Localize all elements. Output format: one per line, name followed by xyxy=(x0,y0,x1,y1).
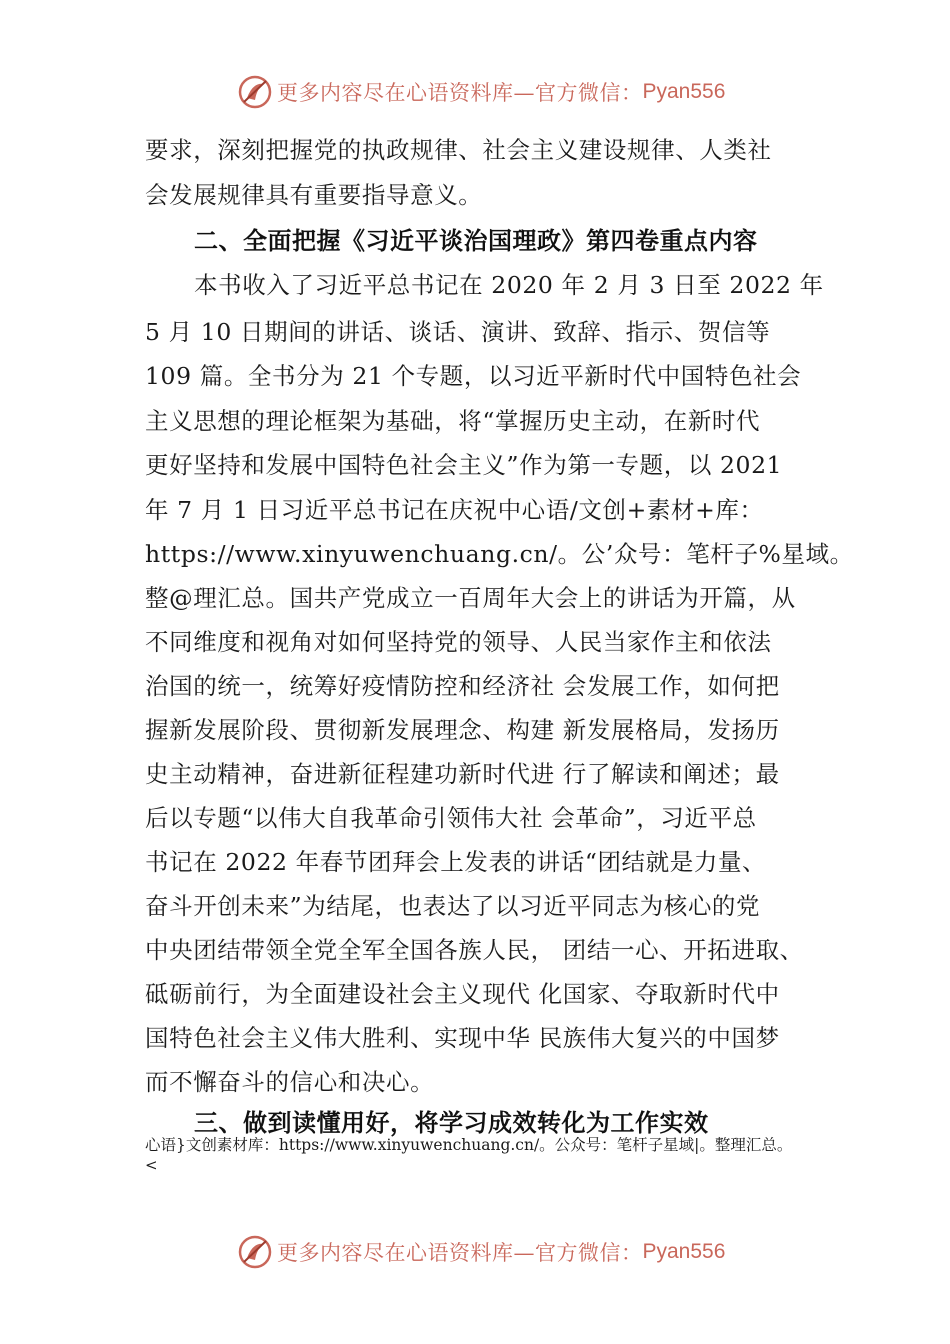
body-line: 治国的统一，统筹好疫情防控和经济社 会发展工作，如何把 xyxy=(145,672,780,700)
body-line: 会发展规律具有重要指导意义。 xyxy=(145,181,483,209)
body-line: 要求，深刻把握党的执政规律、社会主义建设规律、人类社 xyxy=(145,136,772,164)
body-line: 不同维度和视角对如何坚持党的领导、人民当家作主和依法 xyxy=(145,628,772,656)
body-line: https://www.xinyuwenchuang.cn/。公’众号：笔杆子%星域。 xyxy=(145,540,854,568)
body-line: 奋斗开创未来”为结尾，也表达了以习近平同志为核心的党 xyxy=(145,892,761,920)
section-heading-3: 三、做到读懂用好，将学习成效转化为工作实效 xyxy=(194,1109,709,1137)
footer-source-note: 心语}文创素材库：https://www.xinyuwenchuang.cn/。公众号：笔杆子星域|。整理汇总。 xyxy=(145,1136,793,1154)
body-line: 5 月 10 日期间的讲话、谈话、演讲、致辞、指示、贺信等 xyxy=(145,318,771,346)
body-line: 主义思想的理论框架为基础，将“掌握历史主动，在新时代 xyxy=(145,407,761,435)
body-line: 年 7 月 1 日习近平总书记在庆祝中心语/文创+素材+库： xyxy=(145,496,764,524)
banner-wechat-id: Pyan556 xyxy=(642,80,726,103)
brand-logo-icon xyxy=(237,1234,273,1270)
body-line: 109 篇。全书分为 21 个专题，以习近平新时代中国特色社会 xyxy=(145,362,802,390)
watermark-banner-top xyxy=(0,72,950,112)
banner-wechat-id: Pyan556 xyxy=(642,1240,726,1263)
body-line: 而不懈奋斗的信心和决心。 xyxy=(145,1068,435,1096)
body-line: 书记在 2022 年春节团拜会上发表的讲话“团结就是力量、 xyxy=(145,848,767,876)
body-line: 国特色社会主义伟大胜利、实现中华 民族伟大复兴的中国梦 xyxy=(145,1024,780,1052)
brand-logo-icon xyxy=(237,74,273,110)
banner-text: 更多内容尽在心语资料库—官方微信： xyxy=(277,81,643,105)
banner-text: 更多内容尽在心语资料库—官方微信： xyxy=(277,1241,643,1265)
body-line: 握新发展阶段、贯彻新发展理念、构建 新发展格局，发扬历 xyxy=(145,716,780,744)
body-line: 砥砺前行，为全面建设社会主义现代 化国家、夺取新时代中 xyxy=(145,980,780,1008)
watermark-banner-bottom xyxy=(0,1232,950,1272)
body-line: 史主动精神，奋进新征程建功新时代进 行了解读和阐述；最 xyxy=(145,760,780,788)
body-line: 中央团结带领全党全军全国各族人民， 团结一心、开拓进取、 xyxy=(145,936,804,964)
body-line: 整@理汇总。国共产党成立一百周年大会上的讲话为开篇，从 xyxy=(145,584,796,612)
body-line: 更好坚持和发展中国特色社会主义”作为第一专题，以 2021 xyxy=(145,451,783,479)
section-heading-2: 二、全面把握《习近平谈治国理政》第四卷重点内容 xyxy=(194,227,758,255)
body-line: 本书收入了习近平总书记在 2020 年 2 月 3 日至 2022 年 xyxy=(194,271,824,299)
body-line: 后以专题“以伟大自我革命引领伟大社 会革命”，习近平总 xyxy=(145,804,757,832)
footer-mark: < xyxy=(145,1156,158,1174)
